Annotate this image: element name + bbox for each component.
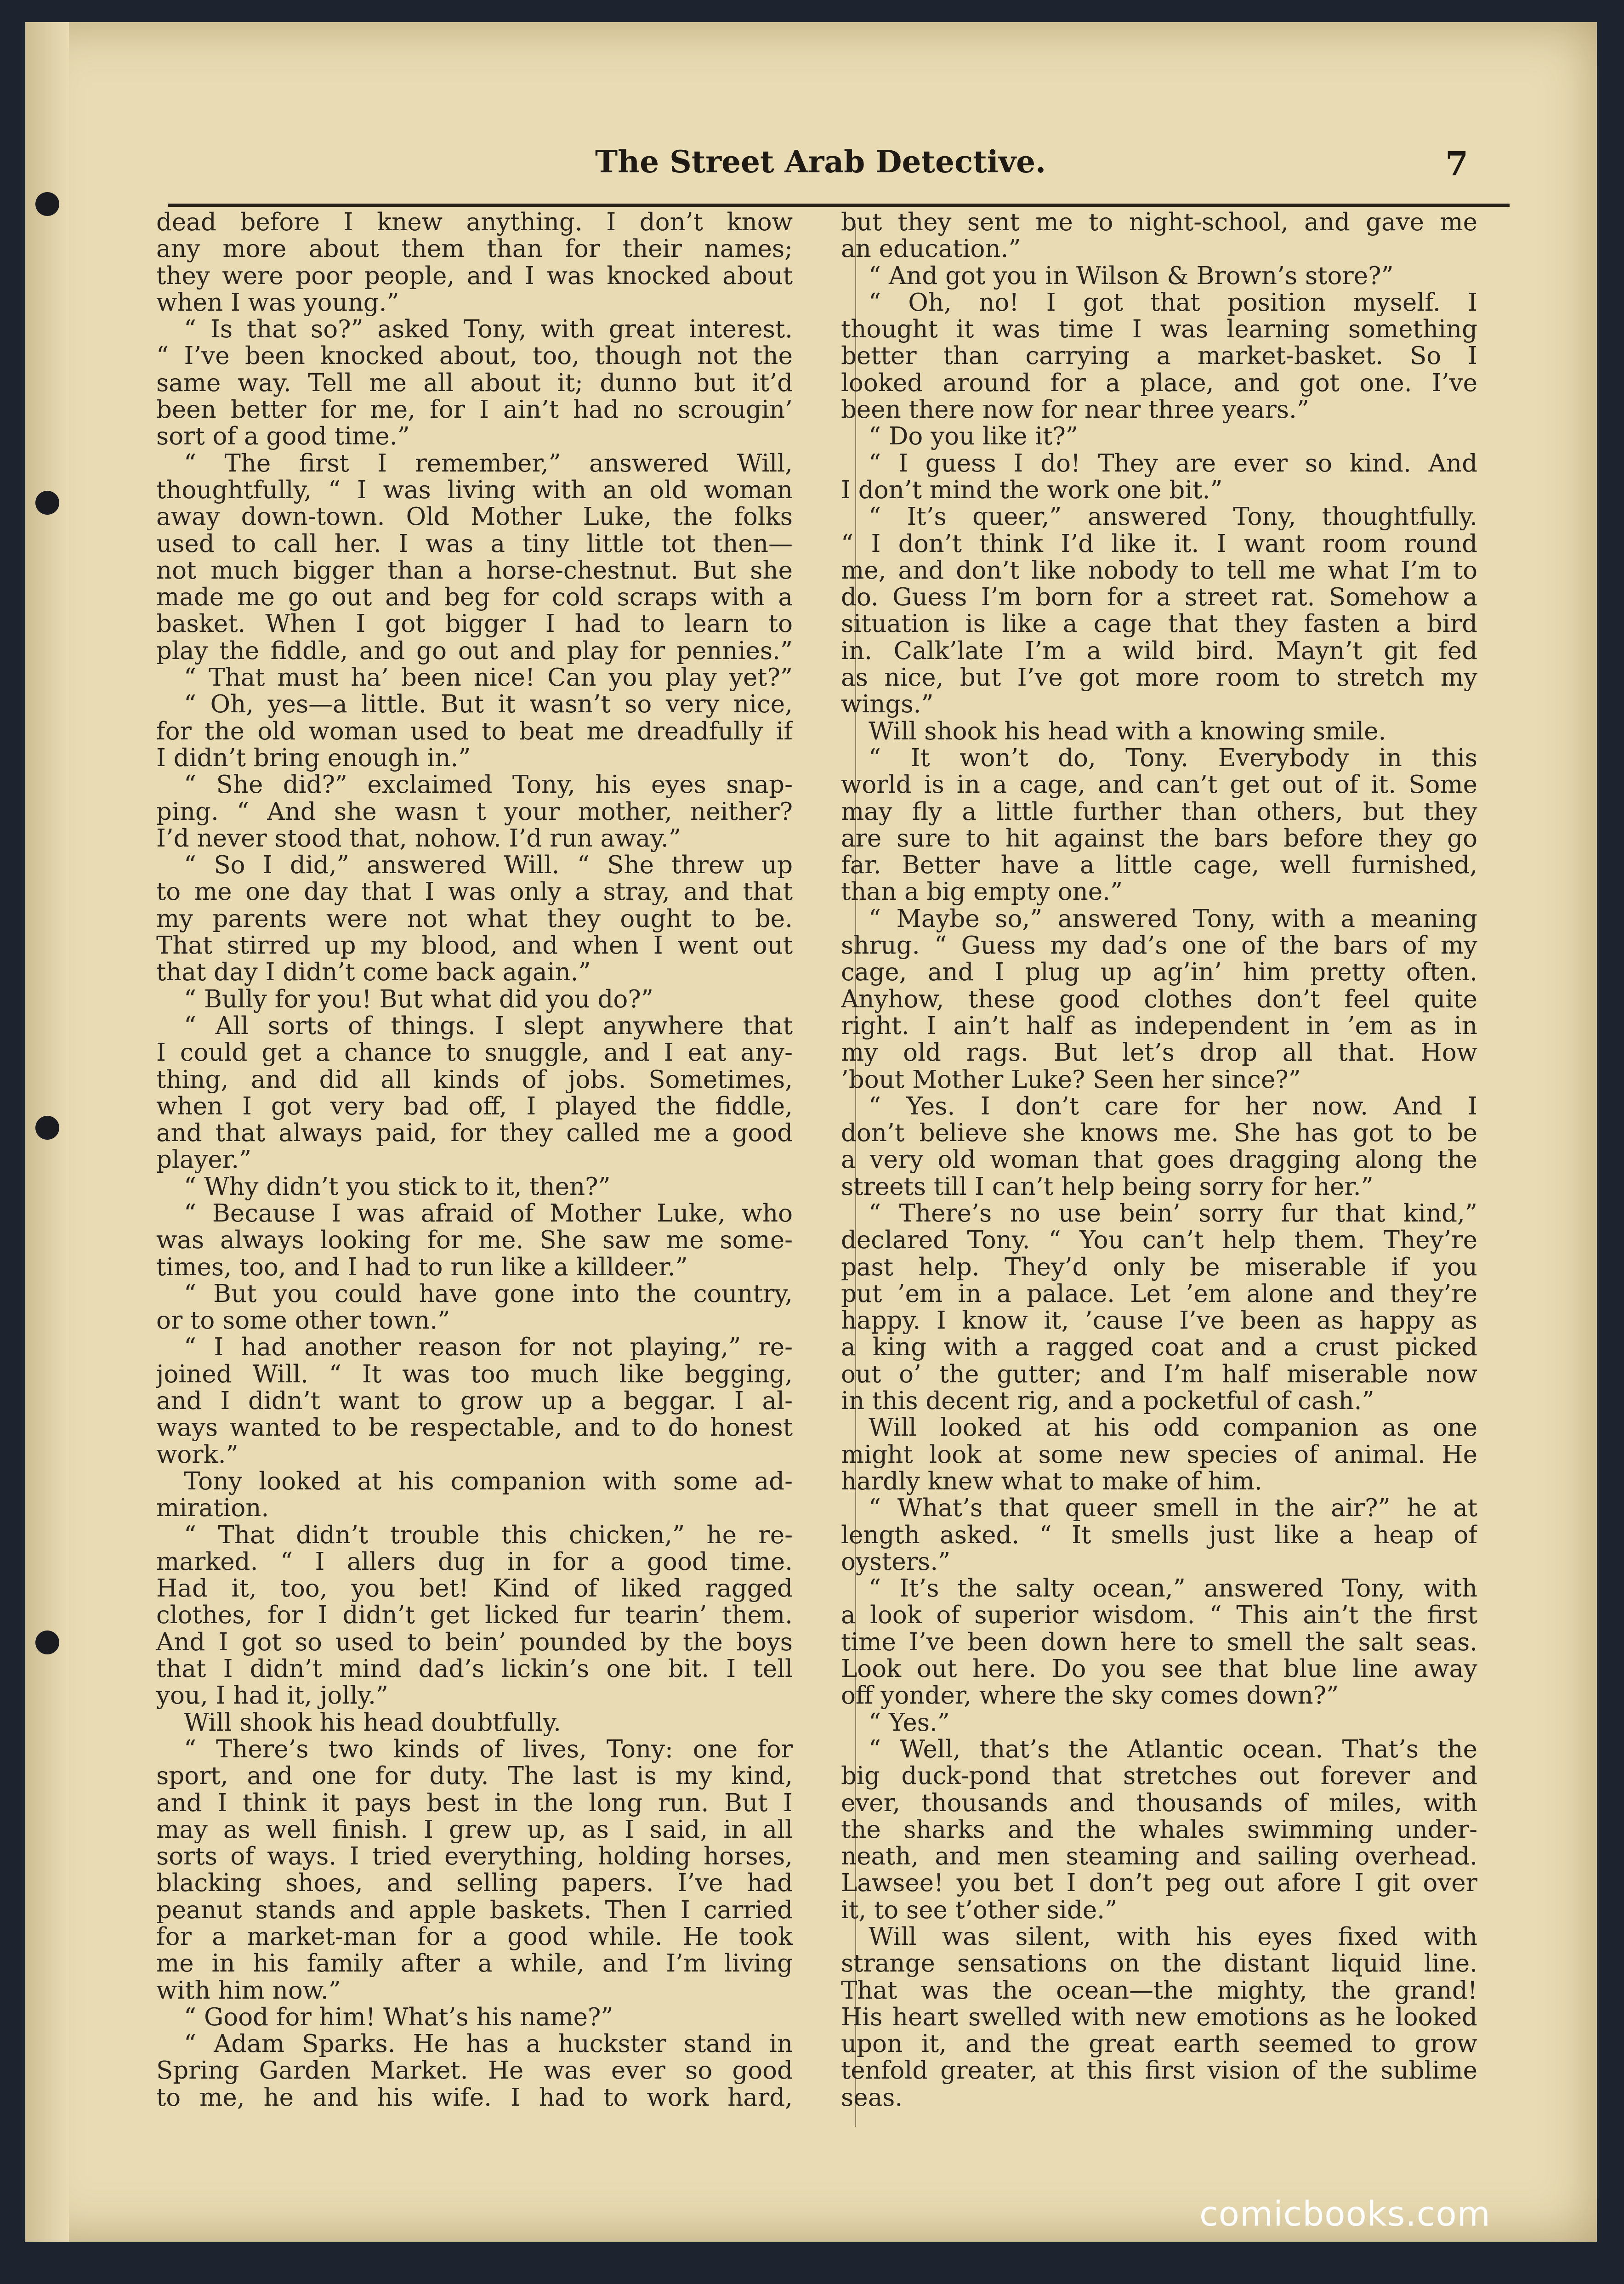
text-line: “ I don’t think I’d like it. I want room round (841, 530, 1477, 557)
text-line: may as well finish. I grew up, as I said, in all (156, 1816, 793, 1844)
text-line: it, to see t’other side.” (841, 1897, 1118, 1924)
text-line: “ That must ha’ been nice! Can you play yet?” (184, 665, 793, 692)
text-line: “ Is that so?” asked Tony, with great interest. (184, 316, 793, 343)
text-line: sorts of ways. I tried everything, holding horses, (156, 1843, 793, 1870)
text-line: “ Because I was afraid of Mother Luke, who (184, 1200, 793, 1227)
text-line: “ Well, that’s the Atlantic ocean. That’s the (869, 1736, 1477, 1763)
text-line: sport, and one for duty. The last is my kind, (156, 1763, 793, 1790)
text-line: “ Oh, yes—a little. But it wasn’t so very nice, (184, 691, 793, 718)
text-line: Will was silent, with his eyes fixed with (869, 1924, 1477, 1951)
binding-stitch (35, 192, 59, 216)
text-line: an education.” (841, 236, 1021, 263)
text-line: same way. Tell me all about it; dunno but it’d (156, 369, 793, 397)
text-line: that I didn’t mind dad’s lickin’s one bit. I tell (156, 1656, 793, 1683)
text-line: dead before I knew anything. I don’t know (156, 209, 793, 236)
text-line: world is in a cage, and can’t get out of it. Some (841, 772, 1477, 799)
text-line: “ Yes. I don’t care for her now. And I (869, 1093, 1477, 1120)
text-line: strange sensations on the distant liquid line. (841, 1950, 1477, 1977)
text-line: And I got so used to bein’ pounded by the boys (156, 1629, 793, 1656)
text-line: out o’ the gutter; and I’m half miserable now (841, 1361, 1477, 1388)
text-line: was always looking for me. She saw me some- (156, 1227, 793, 1254)
text-line: when I was young.” (156, 289, 399, 317)
text-line: don’t believe she knows me. She has got to be (841, 1120, 1477, 1147)
text-line: peanut stands and apple baskets. Then I carried (156, 1897, 793, 1924)
text-line: cage, and I plug up ag’in’ him pretty often. (841, 959, 1477, 986)
text-line: “ There’s two kinds of lives, Tony: one for (184, 1736, 793, 1763)
text-line: miration. (156, 1495, 269, 1522)
text-line: times, too, and I had to run like a killdeer.” (156, 1254, 688, 1281)
text-line: happy. I know it, ’cause I’ve been as happy as (841, 1307, 1477, 1335)
text-line: Had it, too, you bet! Kind of liked ragged (156, 1575, 793, 1602)
left-text-column (156, 209, 793, 2111)
text-line: they were poor people, and I was knocked about (156, 262, 793, 290)
text-line: tenfold greater, at this first vision of the sublime (841, 2057, 1477, 2085)
text-line: for the old woman used to beat me dreadfully if (156, 718, 793, 745)
text-line: made me go out and beg for cold scraps with a (156, 584, 793, 611)
text-line: “ And got you in Wilson & Brown’s store?” (869, 262, 1394, 290)
text-line: a king with a ragged coat and a crust picked (841, 1334, 1477, 1361)
text-line: “ The first I remember,” answered Will, (184, 450, 793, 477)
text-line: might look at some new species of animal. He (841, 1441, 1477, 1468)
text-line: I don’t mind the work one bit.” (841, 477, 1223, 504)
text-line: not much bigger than a horse-chestnut. But she (156, 557, 793, 585)
text-line: in this decent rig, and a pocketful of cash.” (841, 1388, 1374, 1415)
text-line: “ Oh, no! I got that position myself. I (869, 289, 1477, 317)
text-line: in. Calk’late I’m a wild bird. Mayn’t git fed (841, 637, 1477, 665)
text-line: are sure to hit against the bars before they go (841, 825, 1477, 852)
text-line: thoughtfully, “ I was living with an old woman (156, 477, 793, 504)
text-line: than a big empty one.” (841, 879, 1123, 906)
text-line: “ What’s that queer smell in the air?” he at (869, 1495, 1477, 1522)
text-line: That stirred up my blood, and when I went out (156, 932, 793, 960)
text-line: off yonder, where the sky comes down?” (841, 1682, 1339, 1710)
text-line: but they sent me to night-school, and gave me (841, 209, 1477, 236)
text-line: neath, and men steaming and sailing overhead. (841, 1843, 1477, 1870)
text-line: player.” (156, 1147, 252, 1174)
text-line: I’d never stood that, nohow. I’d run away.” (156, 825, 681, 852)
text-line: That was the ocean—the mighty, the grand! (841, 1977, 1477, 2004)
text-line: “ There’s no use bein’ sorry fur that kind,” (869, 1200, 1477, 1227)
text-line: “ Do you like it?” (869, 423, 1079, 450)
text-line: big duck-pond that stretches out forever and (841, 1763, 1477, 1790)
text-line: looked around for a place, and got one. I’ve (841, 369, 1477, 397)
text-line: situation is like a cage that they fasten a bird (841, 611, 1477, 638)
text-line: clothes, for I didn’t get licked fur tearin’ them. (156, 1602, 793, 1629)
text-line: joined Will. “ It was too much like begging, (156, 1361, 793, 1388)
text-line: and I didn’t want to grow up a beggar. I al- (156, 1388, 793, 1415)
text-line: “ But you could have gone into the country, (184, 1280, 793, 1308)
text-line: blacking shoes, and selling papers. I’ve had (156, 1870, 793, 1897)
text-line: “ All sorts of things. I slept anywhere that (184, 1012, 793, 1040)
text-line: been there now for near three years.” (841, 397, 1309, 424)
text-line: thought it was time I was learning something (841, 316, 1477, 343)
text-line: when I got very bad off, I played the fiddle, (156, 1093, 793, 1120)
text-line: “ I had another reason for not playing,” re- (184, 1334, 793, 1361)
text-line: been better for me, for I ain’t had no scrougin’ (156, 397, 793, 424)
text-line: to me one day that I was only a stray, and that (156, 879, 793, 906)
text-line: for a market-man for a good while. He took (156, 1924, 793, 1951)
binding-stitch (35, 491, 59, 515)
text-line: upon it, and the great earth seemed to grow (841, 2031, 1477, 2058)
site-watermark: comicbooks.com (1199, 2194, 1491, 2234)
text-line: “ Bully for you! But what did you do?” (184, 986, 653, 1013)
text-line: hardly knew what to make of him. (841, 1468, 1262, 1495)
text-line: His heart swelled with new emotions as he looked (841, 2004, 1477, 2031)
page-number: 7 (1445, 144, 1469, 183)
text-line: a very old woman that goes dragging along the (841, 1147, 1477, 1174)
text-line: “ Yes.” (869, 1709, 950, 1736)
text-line: shrug. “ Guess my dad’s one of the bars of my (841, 932, 1477, 960)
text-line: past help. They’d only be miserable if you (841, 1254, 1477, 1281)
text-line: me in his family after a while, and I’m living (156, 1950, 793, 1977)
text-line: the sharks and the whales swimming under- (841, 1816, 1477, 1844)
text-line: “ She did?” exclaimed Tony, his eyes snap- (184, 772, 793, 799)
text-line: marked. “ I allers dug in for a good time. (156, 1548, 793, 1576)
page-spine (25, 22, 69, 2242)
binding-stitch (35, 1631, 59, 1654)
text-line: streets till I can’t help being sorry for her.” (841, 1173, 1374, 1200)
text-line: Anyhow, these good clothes don’t feel quite (841, 986, 1477, 1013)
text-line: a look of superior wisdom. “ This ain’t the first (841, 1602, 1477, 1629)
text-line: work.” (156, 1441, 238, 1468)
text-line: play the fiddle, and go out and play for pennies.” (156, 637, 793, 665)
text-line: seas. (841, 2084, 903, 2112)
right-text-column (841, 209, 1477, 2111)
text-line: that day I didn’t come back again.” (156, 959, 591, 986)
text-line: basket. When I got bigger I had to learn to (156, 611, 793, 638)
text-line: Spring Garden Market. He was ever so good (156, 2057, 793, 2085)
text-line: put ’em in a palace. Let ’em alone and they’re (841, 1280, 1477, 1308)
text-line: as nice, but I’ve got more room to stretch my (841, 665, 1477, 692)
text-line: “ Adam Sparks. He has a huckster stand in (184, 2031, 793, 2058)
text-line: my old rags. But let’s drop all that. How (841, 1040, 1477, 1067)
binding-stitch (35, 1116, 59, 1140)
text-line: you, I had it, jolly.” (156, 1682, 389, 1710)
text-line: “ That didn’t trouble this chicken,” he re- (184, 1522, 793, 1549)
text-line: time I’ve been down here to smell the salt seas. (841, 1629, 1477, 1656)
text-line: oysters.” (841, 1548, 951, 1576)
text-line: wings.” (841, 691, 934, 718)
text-line: Look out here. Do you see that blue line away (841, 1656, 1477, 1683)
text-line: ever, thousands and thousands of miles, with (841, 1790, 1477, 1817)
text-line: and I think it pays best in the long run. But I (156, 1790, 793, 1817)
text-line: Lawsee! you bet I don’t peg out afore I git over (841, 1870, 1477, 1897)
text-line: Will looked at his odd companion as one (869, 1415, 1477, 1442)
text-line: “ Good for him! What’s his name?” (184, 2004, 613, 2031)
text-line: with him now.” (156, 1977, 341, 2004)
text-line: “ I’ve been knocked about, too, though not the (156, 343, 793, 370)
text-line: “ Why didn’t you stick to it, then?” (184, 1173, 611, 1200)
text-line: “ It’s queer,” answered Tony, thoughtfully. (869, 504, 1477, 531)
text-line: ’bout Mother Luke? Seen her since?” (841, 1066, 1301, 1093)
running-header-title: The Street Arab Detective. (595, 144, 1046, 180)
text-line: “ It’s the salty ocean,” answered Tony, with (869, 1575, 1477, 1602)
text-line: length asked. “ It smells just like a heap of (841, 1522, 1477, 1549)
text-line: “ So I did,” answered Will. “ She threw up (184, 852, 793, 879)
text-line: far. Better have a little cage, well furnished, (841, 852, 1477, 879)
text-line: “ Maybe so,” answered Tony, with a meaning (869, 905, 1477, 933)
text-line: I could get a chance to snuggle, and I eat any- (156, 1040, 793, 1067)
text-line: to me, he and his wife. I had to work hard, (156, 2084, 793, 2112)
text-line: better than carrying a market-basket. So I (841, 343, 1477, 370)
text-line: or to some other town.” (156, 1307, 450, 1335)
text-line: do. Guess I’m born for a street rat. Somehow a (841, 584, 1477, 611)
text-line: Will shook his head with a knowing smile. (869, 718, 1386, 745)
text-line: used to call her. I was a tiny little tot then— (156, 530, 793, 557)
text-line: Will shook his head doubtfully. (184, 1709, 561, 1736)
text-line: any more about them than for their names; (156, 236, 793, 263)
text-line: I didn’t bring enough in.” (156, 744, 471, 772)
text-line: and that always paid, for they called me a good (156, 1120, 793, 1147)
text-line: declared Tony. “ You can’t help them. They’re (841, 1227, 1477, 1254)
text-line: “ I guess I do! They are ever so kind. And (869, 450, 1477, 477)
text-line: ways wanted to be respectable, and to do honest (156, 1415, 793, 1442)
text-line: “ It won’t do, Tony. Everybody in this (869, 744, 1477, 772)
text-line: my parents were not what they ought to be. (156, 905, 793, 933)
text-line: right. I ain’t half as independent in ’em as in (841, 1012, 1477, 1040)
text-line: may fly a little further than others, but they (841, 798, 1477, 825)
text-line: Tony looked at his companion with some ad- (184, 1468, 793, 1495)
header-rule (168, 204, 1510, 207)
text-line: me, and don’t like nobody to tell me what I’m to (841, 557, 1477, 585)
text-line: away down-town. Old Mother Luke, the folks (156, 504, 793, 531)
text-line: thing, and did all kinds of jobs. Sometimes, (156, 1066, 793, 1093)
text-line: ping. “ And she wasn t your mother, neither? (156, 798, 793, 825)
text-line: sort of a good time.” (156, 423, 410, 450)
